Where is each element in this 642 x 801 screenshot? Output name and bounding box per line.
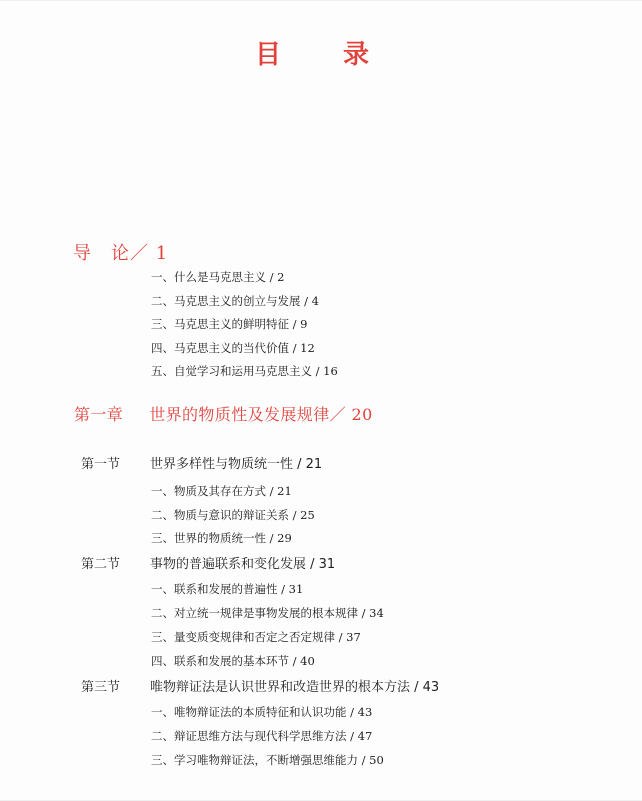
- intro-item: 五、自觉学习和运用马克思主义 / 16: [151, 364, 338, 378]
- section-item: 二、辩证思维方法与现代科学思维方法 / 47: [151, 729, 373, 743]
- section-item: 三、量变质变规律和否定之否定规律 / 37: [151, 630, 361, 644]
- section-item: 一、唯物辩证法的本质特征和认识功能 / 43: [151, 705, 373, 719]
- section-item: 二、对立统一规律是事物发展的根本规律 / 34: [151, 606, 384, 620]
- section-label: 第一节: [81, 457, 121, 472]
- intro-item: 四、马克思主义的当代价值 / 12: [151, 341, 315, 355]
- section-item: 四、联系和发展的基本环节 / 40: [151, 654, 315, 668]
- chapter-title: 世界的物质性及发展规律／ 20: [149, 405, 373, 424]
- chapter-heading: [74, 407, 373, 423]
- section-item: 三、学习唯物辩证法，不断增强思维能力 / 50: [151, 753, 384, 767]
- page-top-edge: [0, 0, 642, 1]
- page-title: 目 录: [254, 40, 387, 70]
- intro-item: 二、马克思主义的创立与发展 / 4: [151, 294, 320, 308]
- section-title: 事物的普遍联系和变化发展 / 31: [150, 557, 336, 572]
- section-item: 一、物质及其存在方式 / 21: [151, 484, 292, 498]
- section-title: 唯物辩证法是认识世界和改造世界的根本方法 / 43: [150, 680, 440, 695]
- section-item: 三、世界的物质统一性 / 29: [151, 531, 292, 545]
- section-label: 第二节: [81, 557, 121, 572]
- section-item: 一、联系和发展的普遍性 / 31: [151, 582, 304, 596]
- section-item: 二、物质与意识的辩证关系 / 25: [151, 508, 315, 522]
- intro-heading: 导 论／ 1: [73, 243, 169, 264]
- chapter-label: 第一章: [74, 405, 124, 424]
- section-label: 第三节: [81, 680, 121, 695]
- intro-item: 一、什么是马克思主义 / 2: [151, 270, 285, 284]
- section-title: 世界多样性与物质统一性 / 21: [150, 457, 323, 472]
- intro-item: 三、马克思主义的鲜明特征 / 9: [151, 317, 308, 331]
